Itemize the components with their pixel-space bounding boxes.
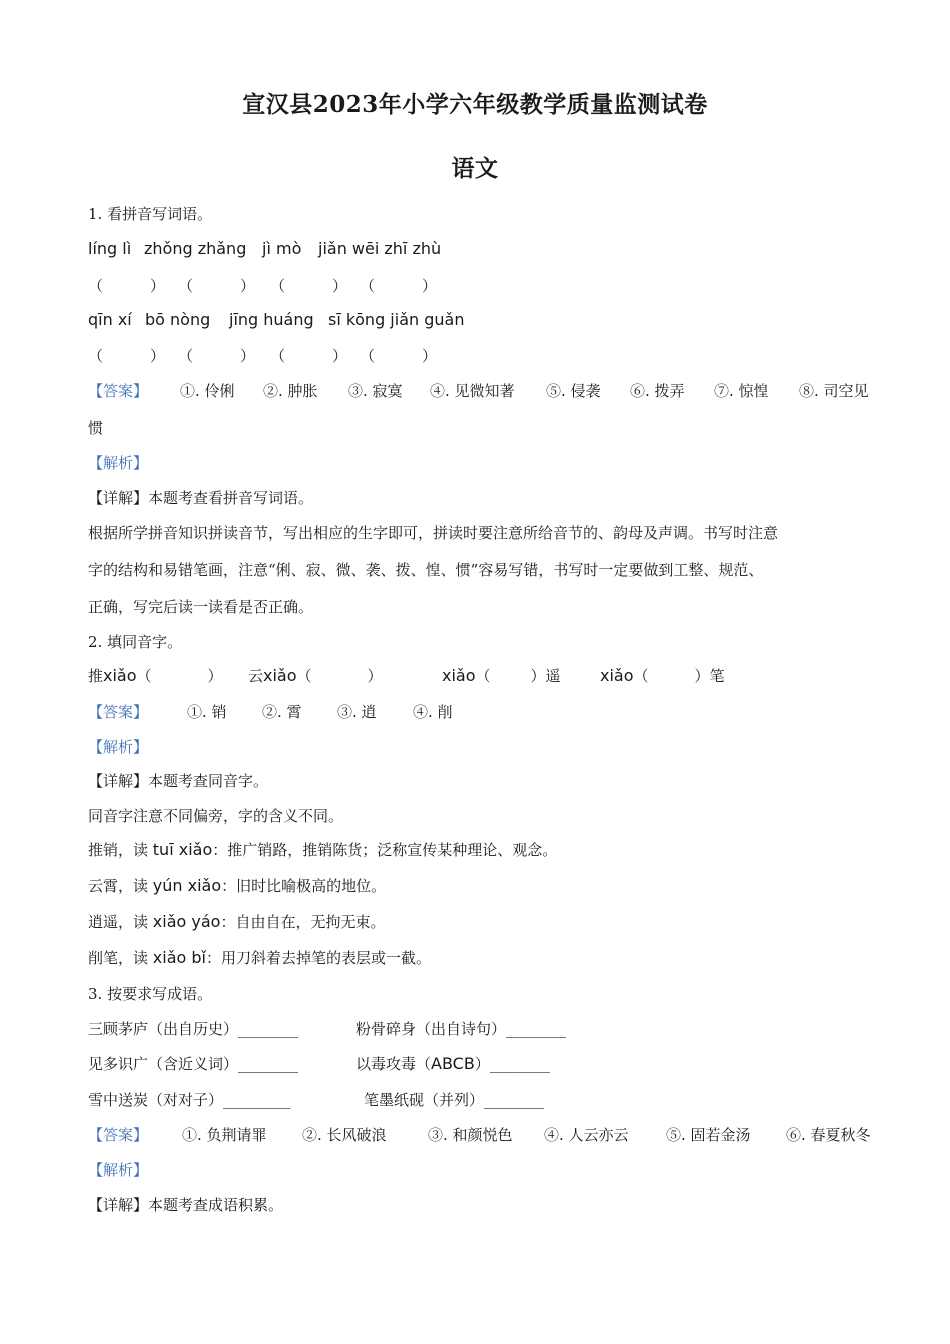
q2-explain-line xyxy=(88,912,385,932)
q3-answer-line xyxy=(88,1125,871,1145)
pinyin: líng lì xyxy=(88,239,132,258)
q3-detail xyxy=(88,1195,283,1215)
answer-item: ⑤. 固若金汤 xyxy=(666,1126,751,1144)
q1-blanks-row-2 xyxy=(88,346,437,366)
answer-item: ①. 销 xyxy=(187,703,227,721)
answer-item: ④. 见微知著 xyxy=(430,382,515,400)
pinyin: yún xiǎo xyxy=(152,876,222,895)
q2-item-prefix: 云 xyxy=(248,667,264,685)
analysis-tag: 【解析】 xyxy=(88,454,149,472)
answer-item: ③. 逍 xyxy=(337,703,377,721)
q2-item-pinyin: xiǎo xyxy=(103,666,137,685)
answer-item: ②. 霄 xyxy=(262,703,302,721)
q3-stem: 3. 按要求写成语。 xyxy=(88,985,213,1003)
answer-item: ⑥. 拨弄 xyxy=(630,382,685,400)
q3-row xyxy=(88,1019,566,1039)
answer-blank-close: ） xyxy=(332,347,348,365)
idiom: 以毒攻毒（ xyxy=(356,1055,432,1073)
pinyin: tuī xiǎo xyxy=(152,840,213,859)
q3-row xyxy=(88,1090,544,1110)
pinyin: jīng huáng xyxy=(229,310,314,329)
explain-line: 根据所学拼音知识拼读音节，写出相应的生字即可，拼读时要注意所给音节的、韵母及声调。书写时注意 xyxy=(88,524,779,542)
q3-row xyxy=(88,1054,550,1074)
answer-tag: 【答案】 xyxy=(88,382,149,400)
answer-item: ⑥. 春夏秋冬 xyxy=(786,1126,871,1144)
detail-tag: 【详解】 xyxy=(88,772,149,790)
answer-blank-open: （ xyxy=(270,347,286,365)
q2-item: xiǎo（ ）遥 xyxy=(442,666,561,685)
pinyin: xiǎo yáo xyxy=(152,912,221,931)
pinyin: zhǒng zhǎng xyxy=(144,239,247,258)
answer-item: ⑦. 惊惶 xyxy=(714,382,769,400)
requirement-end: ）________ xyxy=(474,1055,550,1073)
q2-item: 推xiǎo（ ） xyxy=(88,666,223,685)
q2-item: 云xiǎo（ ） xyxy=(248,666,383,685)
meaning: ：推广销路，推销陈货；泛称宣传某种理论、观念。 xyxy=(212,841,558,859)
answer-blank-close: ） xyxy=(422,277,438,295)
q2-explain-line xyxy=(88,948,431,968)
answer-blank-close: ） xyxy=(150,347,166,365)
pattern: ABCB xyxy=(431,1054,475,1073)
answer-blank-close: ） xyxy=(240,347,256,365)
answer-tag: 【答案】 xyxy=(88,1126,149,1144)
q2-item-suffix: 遥 xyxy=(545,667,561,685)
answer-blank-close: ） xyxy=(240,277,256,295)
detail-text: 本题考查成语积累。 xyxy=(148,1196,284,1214)
q2-item-pinyin: xiǎo xyxy=(263,666,297,685)
q1-answer-line xyxy=(88,381,869,401)
answer-item: ③. 寂寞 xyxy=(348,382,403,400)
answer-blank-open: （ xyxy=(360,347,376,365)
answer-blank-open: （ xyxy=(178,277,194,295)
q2-item-prefix: 推 xyxy=(88,667,104,685)
analysis-tag: 【解析】 xyxy=(88,1161,149,1179)
pinyin: xiǎo bǐ xyxy=(152,948,206,967)
exam-title: 宣汉县2023年小学六年级教学质量监测试卷 xyxy=(242,91,708,118)
word: 削笔，读 xyxy=(88,949,153,967)
detail-text: 本题考查看拼音写词语。 xyxy=(148,489,314,507)
detail-tag: 【详解】 xyxy=(88,489,149,507)
q2-explain-line: 同音字注意不同偏旁，字的含义不同。 xyxy=(88,807,344,825)
q2-item: xiǎo（ ）笔 xyxy=(600,666,725,685)
q2-item-pinyin: xiǎo xyxy=(442,666,476,685)
answer-item: ④. 人云亦云 xyxy=(544,1126,629,1144)
explain-line: 正确，写完后读一读看是否正确。 xyxy=(88,598,314,616)
explain-line: 字的结构和易错笔画，注意“俐、寂、微、袭、拨、惶、惯”容易写错，书写时一定要做到工整、规范、 xyxy=(88,561,764,579)
q1-blanks-row-1 xyxy=(88,276,437,296)
subject-title: 语文 xyxy=(451,155,499,182)
q1-stem: 1. 看拼音写词语。 xyxy=(88,205,213,223)
answer-blank-close: ） xyxy=(332,277,348,295)
q2-stem: 2. 填同音字。 xyxy=(88,633,183,651)
pinyin: jiǎn wēi zhī zhù xyxy=(318,239,442,258)
pinyin: qīn xí xyxy=(88,310,132,329)
q3-item: 见多识广（含近义词）________ xyxy=(88,1055,299,1073)
q2-explain-line xyxy=(88,876,386,896)
q3-item: 粉骨碎身（出自诗句）________ xyxy=(356,1020,567,1038)
pinyin: jì mò xyxy=(262,239,302,258)
detail-tag: 【详解】 xyxy=(88,1196,149,1214)
word: 云霄，读 xyxy=(88,877,153,895)
q2-item-pinyin: xiǎo xyxy=(600,666,634,685)
answer-item: ②. 长风破浪 xyxy=(302,1126,387,1144)
meaning: ：用刀斜着去掉笔的表层或一截。 xyxy=(205,949,431,967)
q1-pinyin-row-2 xyxy=(88,310,464,330)
answer-item: ⑧. 司空见 xyxy=(799,382,869,400)
answer-item: ③. 和颜悦色 xyxy=(428,1126,513,1144)
q3-item: 三顾茅庐（出自历史）________ xyxy=(88,1020,299,1038)
answer-blank-open: （ xyxy=(178,347,194,365)
meaning: ：旧时比喻极高的地位。 xyxy=(221,877,387,895)
word: 推销，读 xyxy=(88,841,153,859)
q2-detail xyxy=(88,771,268,791)
q3-item: 笔墨纸砚（并列）________ xyxy=(364,1091,545,1109)
q2-explain-line xyxy=(88,840,557,860)
answer-blank-close: ） xyxy=(150,277,166,295)
q3-item xyxy=(356,1054,550,1074)
detail-text: 本题考查同音字。 xyxy=(148,772,269,790)
answer-item: ①. 伶俐 xyxy=(180,382,235,400)
answer-item: ①. 负荆请罪 xyxy=(182,1126,267,1144)
analysis-tag: 【解析】 xyxy=(88,738,149,756)
pinyin: bō nòng xyxy=(145,310,211,329)
meaning: ：自由自在，无拘无束。 xyxy=(220,913,386,931)
q3-item: 雪中送炭（对对子）_________ xyxy=(88,1091,291,1109)
answer-blank-open: （ xyxy=(360,277,376,295)
answer-blank-close: ） xyxy=(422,347,438,365)
q2-items xyxy=(88,666,725,686)
q1-pinyin-row-1 xyxy=(88,239,441,259)
answer-item: ④. 削 xyxy=(413,703,453,721)
q2-answer-line xyxy=(88,702,453,722)
answer-tag: 【答案】 xyxy=(88,703,149,721)
q1-detail xyxy=(88,488,313,508)
word: 逍遥，读 xyxy=(88,913,153,931)
q2-item-suffix: 笔 xyxy=(709,667,725,685)
answer-item: ⑤. 侵袭 xyxy=(546,382,601,400)
answer-blank-open: （ xyxy=(88,347,104,365)
answer-blank-open: （ xyxy=(88,277,104,295)
q1-answer-wrap: 惯 xyxy=(88,419,104,437)
answer-blank-open: （ xyxy=(270,277,286,295)
pinyin: sī kōng jiǎn guǎn xyxy=(328,310,465,329)
answer-item: ②. 肿胀 xyxy=(263,382,318,400)
